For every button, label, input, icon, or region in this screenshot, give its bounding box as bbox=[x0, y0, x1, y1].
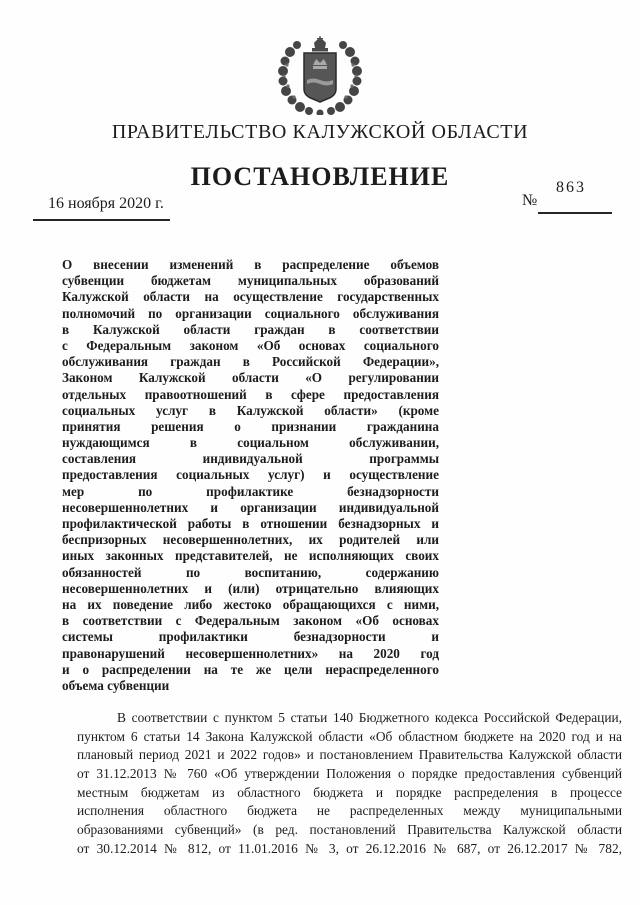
doc-date: 16 ноября 2020 г. bbox=[48, 195, 164, 212]
decree-body bbox=[77, 709, 622, 859]
decree-body-line: В соответствии с пунктом 5 статьи 140 Бюджетного кодекса Российской Федерации, bbox=[117, 710, 622, 725]
decree-title-line: Законом Калужской области «О регулировании bbox=[62, 370, 439, 386]
decree-title-line: правонарушений несовершеннолетних» на 2020 год bbox=[62, 645, 439, 661]
decree-title-line: Калужской области на осуществление государственных bbox=[62, 289, 439, 305]
decree-title-line: несовершеннолетних и (или) отрицательно влияющих bbox=[62, 580, 439, 596]
org-name: ПРАВИТЕЛЬСТВО КАЛУЖСКОЙ ОБЛАСТИ bbox=[111, 121, 529, 143]
decree-title-line: субвенции бюджетам муниципальных образований bbox=[62, 273, 439, 289]
date-underline bbox=[33, 219, 170, 221]
decree-title-line: с Федеральным законом «Об основах социального bbox=[62, 337, 439, 353]
doc-number-label: № bbox=[522, 192, 538, 209]
decree-body-line: пунктом 6 статьи 14 Закона Калужской области «Об областном бюджете на 2020 год и на bbox=[77, 728, 622, 744]
decree-title-line: профилактической работы в отношении безнадзорных и bbox=[62, 516, 439, 531]
decree-body-line: исполнения областного бюджета не распределенных между муниципальными bbox=[77, 803, 622, 819]
doc-number-value: 863 bbox=[556, 179, 586, 196]
decree-body-line: образованиями субвенций» (в ред. постановлений Правительства Калужской области bbox=[77, 822, 622, 838]
decree-title-line: объема субвенции bbox=[62, 677, 170, 693]
decree-title-line: и о распределении на те же цели нераспределенного bbox=[62, 661, 439, 677]
decree-title-line: предоставления социальных услуг) и осуществление bbox=[62, 467, 439, 483]
decree-title-line: мер по профилактике безнадзорности bbox=[62, 483, 439, 499]
decree-title-line: в Калужской области граждан в соответствии bbox=[62, 321, 439, 337]
decree-title-line: иных законных представителей, не исполняющих своих bbox=[62, 548, 439, 564]
decree-title-line: О внесении изменений в распределение объемов bbox=[62, 257, 439, 272]
kaluga-coat-of-arms-icon bbox=[274, 35, 366, 120]
decree-title-line: обслуживания граждан в Российской Федерации», bbox=[62, 354, 439, 370]
decree-title-line: полномочий по организации социального обслуживания bbox=[62, 305, 439, 321]
decree-body-line: от 30.12.2014 № 812, от 11.01.2016 № 3, от 26.12.2016 № 687, от 26.12.2017 № 782, bbox=[77, 840, 622, 856]
decree-title-line: социальных услуг в Калужской области» (кроме bbox=[62, 402, 439, 418]
decree-body-line: плановый период 2021 и 2022 годов» и постановлением Правительства Калужской области bbox=[77, 747, 622, 763]
decree-title-line: нуждающимся в социальном обслуживании, bbox=[62, 435, 439, 451]
decree-title-line: обязанностей по воспитанию, содержанию bbox=[62, 564, 439, 580]
decree-title-line: системы профилактики безнадзорности и bbox=[62, 629, 439, 645]
decree-title-line: несовершеннолетних и организации индивидуальной bbox=[62, 499, 439, 515]
decree-body-line: от 31.12.2013 № 760 «Об утверждении Положения о порядке предоставления субвенций bbox=[77, 766, 622, 782]
decree-title-line: беспризорных несовершеннолетних, их родителей или bbox=[62, 532, 439, 548]
decree-title-line: в соответствии с Федеральным законом «Об основах bbox=[62, 613, 439, 629]
decree-title-line: на их поведение либо жестоко обращающихся с ними, bbox=[62, 596, 439, 612]
doc-type-heading: ПОСТАНОВЛЕНИЕ bbox=[190, 162, 450, 191]
decree-title-line: составления индивидуальной программы bbox=[62, 451, 439, 467]
decree-body-line: местным бюджетам из областного бюджета и порядке распределения в процессе bbox=[77, 784, 622, 800]
decree-title bbox=[62, 257, 439, 694]
number-underline bbox=[538, 212, 612, 214]
decree-title-line: отдельных правоотношений в сфере предоставления bbox=[62, 386, 439, 402]
decree-title-line: принятия решения о признании гражданина bbox=[62, 418, 439, 434]
